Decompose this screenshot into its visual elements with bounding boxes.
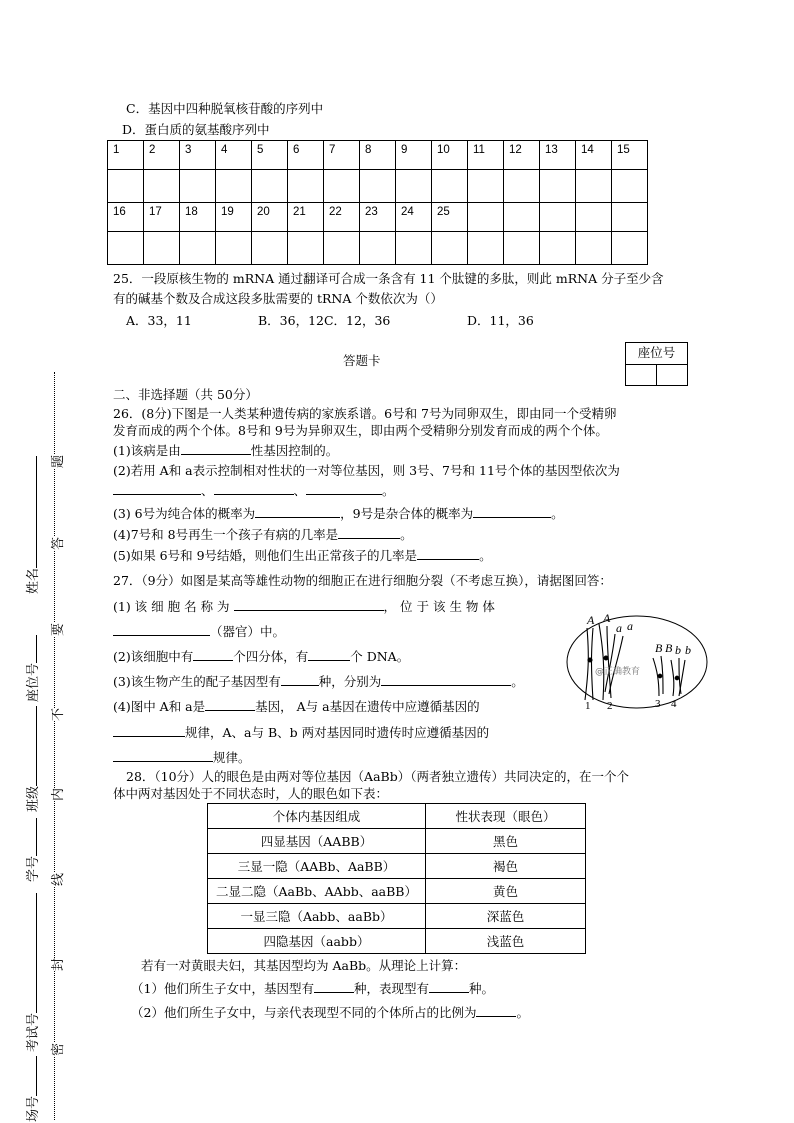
q26-part2: (2)若用 A和 a表示控制相对性状的一对等位基因，则 3号、7号和 11号个体的基因型依次为	[113, 463, 620, 478]
grid-cell: 18	[180, 203, 216, 232]
answer-grid	[107, 140, 648, 265]
q27-title: 27．（9分）如图是某高等雄性动物的细胞正在进行细胞分裂（不考虑互换），请据图回答：	[113, 573, 612, 588]
answer-blank[interactable]	[314, 979, 354, 993]
answer-blank[interactable]	[113, 748, 213, 762]
grid-cell: 2	[144, 141, 180, 170]
text: ， 位 于 该 生 物 体	[383, 599, 495, 614]
answer-cell[interactable]	[144, 232, 180, 265]
answer-cell[interactable]	[468, 170, 504, 203]
answer-blank[interactable]	[181, 441, 251, 455]
text: 基因， A与 a基因在遗传中应遵循基因的	[255, 699, 480, 714]
label-b1: b	[675, 643, 681, 657]
answer-cell[interactable]	[396, 232, 432, 265]
margin-field-seat	[22, 635, 41, 702]
answer-cell[interactable]	[180, 170, 216, 203]
grid-cell	[540, 203, 576, 232]
text: 种，分别为	[318, 674, 382, 689]
answer-cell[interactable]	[324, 170, 360, 203]
answer-cell[interactable]	[576, 170, 612, 203]
label-n3: 3	[655, 698, 661, 710]
table-cell: 三显一隐（AABb、AaBB）	[208, 854, 426, 879]
answer-blank[interactable]	[306, 481, 382, 495]
text: (2)该细胞中有	[113, 649, 194, 664]
answer-cell[interactable]	[432, 232, 468, 265]
answer-grid-number-row	[108, 203, 648, 232]
table-cell: 四显基因（AABB）	[208, 829, 426, 854]
table-header: 个体内基因组成	[208, 804, 426, 829]
table-cell: 黑色	[426, 829, 586, 854]
separator: 、	[293, 483, 307, 498]
margin-field-name	[22, 456, 41, 594]
label-A2: A	[603, 611, 611, 625]
field-blank[interactable]	[36, 1056, 37, 1096]
grid-cell: 9	[396, 141, 432, 170]
q27-part4	[113, 697, 480, 715]
grid-cell: 23	[360, 203, 396, 232]
answer-blank[interactable]	[193, 647, 233, 661]
q25-option-a: A．33，11	[126, 313, 192, 328]
grid-cell	[504, 203, 540, 232]
label-B1: B	[655, 641, 663, 655]
field-blank[interactable]	[36, 706, 37, 786]
answer-grid-answer-row	[108, 170, 648, 203]
text: 。	[479, 548, 492, 563]
text: ，9号是杂合体的概率为	[340, 506, 474, 521]
text: (4)图中 A和 a是	[113, 699, 206, 714]
label-n1: 1	[585, 700, 591, 712]
q25-option-bc: B．36，12C．12，36	[258, 313, 391, 328]
grid-cell: 11	[468, 141, 504, 170]
table-cell: 二显二隐（AaBb、AAbb、aaBB）	[208, 879, 426, 904]
field-blank[interactable]	[36, 456, 37, 568]
label-b2: b	[685, 643, 691, 657]
watermark: @正确教育	[595, 667, 641, 677]
q28-intro: 若有一对黄眼夫妇，其基因型均为 AaBb。从理论上计算：	[141, 958, 467, 973]
q28-part1	[131, 979, 494, 997]
margin-char: 题	[47, 455, 66, 468]
text: 个四分体，有	[233, 649, 309, 664]
q26-part3	[113, 504, 564, 522]
text: 个 DNA。	[350, 649, 410, 664]
grid-cell: 4	[216, 141, 252, 170]
text: （2）他们所生子女中，与亲代表现型不同的个体所占的比例为	[131, 1005, 477, 1020]
grid-cell: 12	[504, 141, 540, 170]
answer-blank[interactable]	[214, 481, 294, 495]
table-header: 性状表现（眼色）	[426, 804, 586, 829]
q27-part4-cont	[113, 723, 489, 741]
answer-cell[interactable]	[612, 232, 648, 265]
answer-blank[interactable]	[255, 504, 340, 518]
answer-blank[interactable]	[429, 979, 469, 993]
answer-cell[interactable]	[216, 170, 252, 203]
answer-blank[interactable]	[308, 647, 350, 661]
chromosome-1	[585, 628, 593, 700]
answer-cell[interactable]	[504, 232, 540, 265]
q25-line1: 25．一段原核生物的 mRNA 通过翻译可合成一条含有 11 个肽键的多肽，则此 mRNA 分子至少含	[113, 271, 664, 286]
option-c: C．基因中四种脱氧核苷酸的序列中	[126, 101, 324, 116]
separator: 、	[201, 483, 214, 498]
margin-char: 线	[47, 873, 66, 886]
field-label: 考试号	[25, 1012, 40, 1052]
answer-cell[interactable]	[108, 232, 144, 265]
q26-line2: 发育而成的两个个体。8号和 9号为异卵双生，即由两个受精卵分别发育而成的两个个体。	[113, 423, 608, 438]
seat-number-box	[625, 342, 688, 386]
answer-blank[interactable]	[281, 672, 319, 686]
answer-cell[interactable]	[108, 170, 144, 203]
grid-cell: 24	[396, 203, 432, 232]
answer-cell[interactable]	[360, 232, 396, 265]
section-2-heading: 二、非选择题（共 50分）	[113, 387, 258, 402]
grid-cell: 22	[324, 203, 360, 232]
answer-blank[interactable]	[113, 622, 210, 636]
field-label: 学号	[25, 855, 40, 882]
q26-part5	[113, 546, 492, 564]
table-cell: 一显三隐（Aabb、aaBb）	[208, 904, 426, 929]
text: 。	[516, 1005, 529, 1020]
grid-cell: 19	[216, 203, 252, 232]
answer-blank[interactable]	[338, 525, 400, 539]
text: 规律。	[213, 750, 251, 765]
grid-cell: 5	[252, 141, 288, 170]
grid-cell: 13	[540, 141, 576, 170]
grid-cell: 7	[324, 141, 360, 170]
answer-cell[interactable]	[576, 232, 612, 265]
grid-cell: 21	[288, 203, 324, 232]
answer-blank[interactable]	[476, 1003, 516, 1017]
text: (5)如果 6号和 9号结婚，则他们生出正常孩子的几率是	[113, 548, 418, 563]
answer-cell[interactable]	[540, 232, 576, 265]
grid-cell: 15	[612, 141, 648, 170]
label-a1: a	[616, 621, 622, 635]
q26-part4	[113, 525, 413, 543]
grid-cell: 16	[108, 203, 144, 232]
grid-cell: 10	[432, 141, 468, 170]
margin-char: 封	[47, 958, 66, 971]
text: (1)该病是由	[113, 443, 181, 458]
cell-division-figure	[563, 608, 711, 712]
text: (3) 6号为纯合体的概率为	[113, 506, 256, 521]
label-n4: 4	[671, 698, 677, 710]
text: (4)7号和 8号再生一个孩子有病的几率是	[113, 527, 339, 542]
text: 。	[382, 483, 395, 498]
eye-color-table	[207, 803, 586, 954]
chromosome-4	[671, 658, 685, 696]
answer-blank[interactable]	[417, 546, 479, 560]
q28-line1: 28．（10分）人的眼色是由两对等位基因（AaBb）（两者独立遗传）共同决定的，在一个个	[126, 769, 629, 784]
grid-cell: 1	[108, 141, 144, 170]
answer-cell[interactable]	[288, 232, 324, 265]
grid-cell: 25	[432, 203, 468, 232]
table-cell: 浅蓝色	[426, 929, 586, 954]
margin-field-exam-no	[22, 893, 41, 1052]
answer-cell[interactable]	[288, 170, 324, 203]
chromosome-2	[599, 624, 611, 700]
chromosome-3	[653, 656, 663, 696]
q27-part3	[113, 672, 524, 690]
label-a2: a	[627, 619, 633, 633]
seat-number-cell[interactable]	[657, 365, 687, 386]
margin-char: 密	[47, 1043, 66, 1056]
table-row	[208, 929, 586, 954]
label-n2: 2	[607, 700, 613, 712]
text: （1）他们所生子女中，基因型有	[131, 981, 314, 996]
answer-cell[interactable]	[252, 232, 288, 265]
grid-cell	[612, 203, 648, 232]
grid-cell: 8	[360, 141, 396, 170]
text: (1) 该 细 胞 名 称 为	[113, 599, 230, 614]
table-row	[208, 904, 586, 929]
text: 性基因控制的。	[250, 443, 339, 458]
field-label: 班级	[25, 785, 40, 812]
text: 种。	[468, 981, 494, 996]
grid-cell: 14	[576, 141, 612, 170]
label-B2: B	[665, 641, 673, 655]
q27-part2	[113, 647, 409, 665]
field-label: 座位号	[25, 662, 40, 702]
q27-part4-end	[113, 748, 251, 766]
binding-dotted-line	[54, 372, 55, 1120]
q25-option-d: D．11，36	[467, 313, 534, 328]
answer-blank[interactable]	[234, 597, 384, 611]
answer-cell[interactable]	[144, 170, 180, 203]
text: 种，表现型有	[353, 981, 429, 996]
answer-card-title: 答题卡	[343, 354, 381, 368]
answer-cell[interactable]	[180, 232, 216, 265]
answer-cell[interactable]	[360, 170, 396, 203]
grid-cell: 17	[144, 203, 180, 232]
q28-line2: 体中两对基因处于不同状态时，人的眼色如下表：	[113, 786, 389, 801]
answer-cell[interactable]	[396, 170, 432, 203]
option-d: D．蛋白质的氨基酸序列中	[122, 122, 270, 137]
q28-part2	[131, 1003, 529, 1021]
answer-cell[interactable]	[216, 232, 252, 265]
answer-blank[interactable]	[381, 672, 511, 686]
table-row	[208, 829, 586, 854]
text: （器官）中。	[210, 624, 286, 639]
answer-cell[interactable]	[324, 232, 360, 265]
answer-grid-number-row	[108, 141, 648, 170]
field-blank[interactable]	[36, 635, 37, 663]
grid-cell: 20	[252, 203, 288, 232]
grid-cell	[576, 203, 612, 232]
q26-part1	[113, 441, 338, 459]
gene-labels	[586, 611, 691, 657]
margin-char: 不	[47, 708, 66, 721]
table-header-row	[208, 804, 586, 829]
seat-number-cell[interactable]	[626, 365, 657, 386]
answer-blank[interactable]	[205, 697, 255, 711]
q25-line2: 有的碱基个数及合成这段多肽需要的 tRNA 个数依次为（）	[113, 291, 443, 306]
text: 规律，A、a与 B、b 两对基因同时遗传时应遵循基因的	[185, 725, 490, 740]
label-A1: A	[587, 613, 595, 627]
text: 。	[511, 674, 524, 689]
answer-blank[interactable]	[113, 481, 201, 495]
margin-char: 答	[47, 537, 66, 550]
answer-cell[interactable]	[504, 170, 540, 203]
table-row	[208, 879, 586, 904]
field-blank[interactable]	[36, 818, 37, 856]
margin-char: 内	[47, 788, 66, 801]
field-label: 场号	[25, 1095, 40, 1122]
answer-cell[interactable]	[252, 170, 288, 203]
field-blank[interactable]	[36, 893, 37, 1013]
answer-cell[interactable]	[540, 170, 576, 203]
q26-part2-blanks	[113, 481, 395, 499]
text: (3)该生物产生的配子基因型有	[113, 674, 281, 689]
grid-cell: 6	[288, 141, 324, 170]
answer-cell[interactable]	[432, 170, 468, 203]
q26-line1: 26．(8分)下图是一人类某种遗传病的家族系谱。6号和 7号为同卵双生，即由同一个受精卵	[113, 406, 617, 421]
answer-grid-answer-row	[108, 232, 648, 265]
seat-number-label: 座位号	[626, 343, 687, 365]
table-cell: 深蓝色	[426, 904, 586, 929]
margin-char: 要	[47, 623, 66, 636]
text: 。	[400, 527, 413, 542]
answer-cell[interactable]	[612, 170, 648, 203]
answer-blank[interactable]	[113, 723, 185, 737]
answer-cell[interactable]	[468, 232, 504, 265]
margin-field-room	[22, 1056, 41, 1122]
margin-field-class	[22, 706, 41, 812]
q27-part1-organ	[113, 622, 285, 640]
q27-part1	[113, 597, 495, 615]
answer-blank[interactable]	[473, 504, 551, 518]
table-cell: 褐色	[426, 854, 586, 879]
table-row	[208, 854, 586, 879]
text: 。	[551, 506, 564, 521]
grid-cell	[468, 203, 504, 232]
margin-field-student-no	[22, 818, 41, 882]
field-label: 姓名	[25, 567, 40, 594]
table-cell: 四隐基因（aabb）	[208, 929, 426, 954]
table-cell: 黄色	[426, 879, 586, 904]
grid-cell: 3	[180, 141, 216, 170]
